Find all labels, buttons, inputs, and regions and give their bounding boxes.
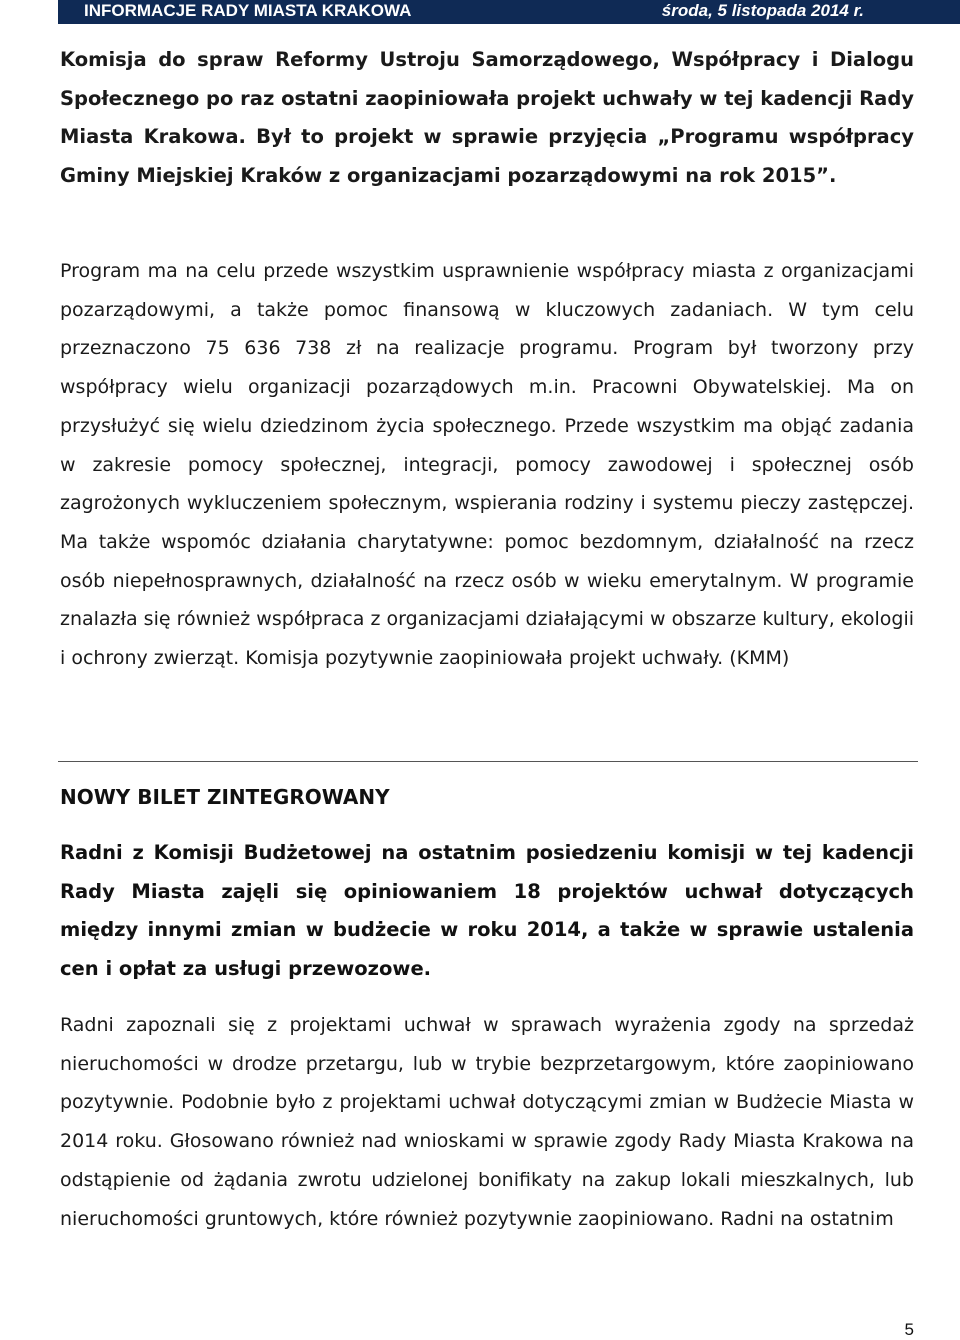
newsletter-title: INFORMACJE RADY MIASTA KRAKOWA [84, 1, 412, 20]
article1-body: Program ma na celu przede wszystkim usprawnienie współpracy miasta z organizacjami pozarządowymi, a także pomoc finansową w kluczowych zadaniach. W tym celu przeznaczono 75 636 738 zł na realizacje programu. Program był tworzony przy współpracy wielu organizacji pozarządowych m.in. Pracowni Obywatelskiej. Ma on przysłużyć się wielu dziedzinom życia społecznego. Przede wszystkim ma objąć zadania w zakresie pomocy społecznej, integracji, pomocy zawodowej i społecznej osób zagrożonych wykluczeniem społecznym, wspierania rodziny i systemu pieczy zastępczej. Ma także wspomóc działania charytatywne: pomoc bezdomnym, działalność na rzecz osób niepełnosprawnych, działalność na rzecz osób w wieku emerytalnym. W programie znalazła się również współpraca z organizacjami działającymi w obszarze kultury, ekologii i ochrony zwierząt. Komisja pozytywnie zaopiniowała projekt uchwały. (KMM) [60, 260, 914, 670]
article2-body-block [60, 1006, 914, 1238]
article2-lead: Radni z Komisji Budżetowej na ostatnim posiedzeniu komisji w tej kadencji Rady Miasta zajęli się opiniowaniem 18 projektów uchwał dotyczących między innymi zmian w budżecie w roku 2014, a także w sprawie ustalenia cen i opłat za usługi przewozowe. [60, 841, 914, 980]
article2-body: Radni zapoznali się z projektami uchwał w sprawach wyrażenia zgody na sprzedaż nieruchomości w drodze przetargu, lub w trybie bezprzetargowym, które zaopiniowano pozytywnie. Podobnie było z projektami uchwał dotyczącymi zmian w Budżecie Miasta w 2014 roku. Głosowano również nad wnioskami w sprawie zgody Rady Miasta Krakowa na odstąpienie od żądania zwrotu udzielonej bonifikaty na zakup lokali mieszkalnych, lub nieruchomości gruntowych, które również pozytywnie zaopiniowano. Radni na ostatnim [60, 1014, 914, 1230]
page-number: 5 [904, 1320, 914, 1339]
issue-date: środa, 5 listopada 2014 r. [661, 1, 864, 20]
article1-intro: Komisja do spraw Reformy Ustroju Samorządowego, Współpracy i Dialogu Społecznego po raz ostatni zaopiniowała projekt uchwały w tej kadencji Rady Miasta Krakowa. Był to projekt w sprawie przyjęcia „Programu współpracy Gminy Miejskiej Kraków z organizacjami pozarządowymi na rok 2015”. [60, 48, 914, 187]
page-header [58, 0, 960, 24]
section-divider [58, 761, 918, 762]
section-heading: NOWY BILET ZINTEGROWANY [60, 785, 390, 809]
article1-intro-block [60, 41, 914, 195]
article1-body-block [60, 252, 914, 678]
